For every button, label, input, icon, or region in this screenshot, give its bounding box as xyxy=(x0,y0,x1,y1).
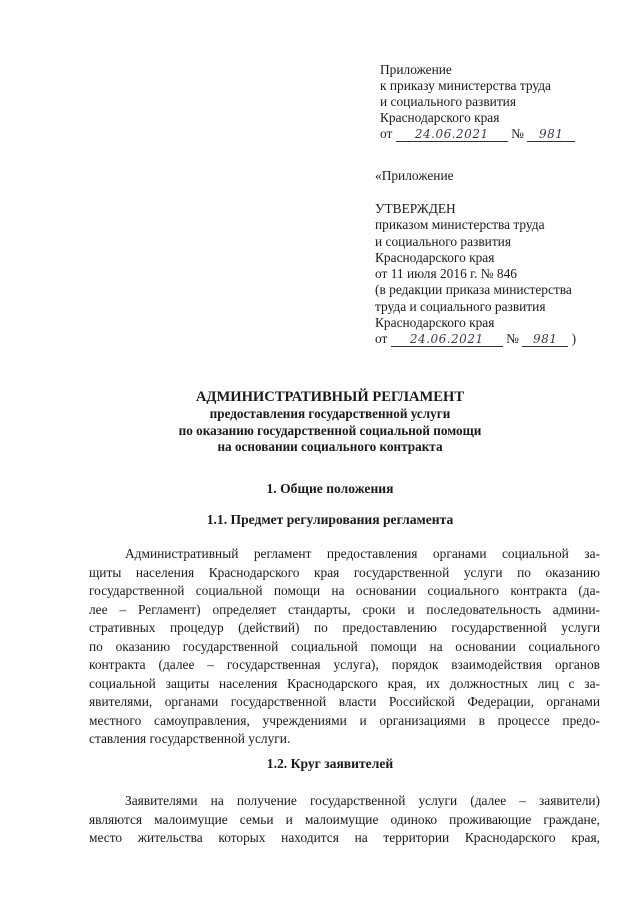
document-title xyxy=(60,388,600,456)
appendix-line: и социального развития xyxy=(380,94,516,109)
section-heading-subject: 1.1. Предмет регулирования регламента xyxy=(206,512,454,527)
appendix-date-value: 24.06.2021 xyxy=(396,128,508,142)
paragraph-line: местного самоуправления, учреждениями и организациями в процессе предо- xyxy=(89,712,600,728)
paragraph-line: государственной социальной помощи на основании социального контракта (да- xyxy=(89,583,600,598)
approved-line: приказом министерства труда xyxy=(375,217,545,233)
title-sub: предоставления государственной услуги xyxy=(209,406,451,421)
appendix-line: к приказу министерства труда xyxy=(380,78,551,93)
approved-date-value: 24.06.2021 xyxy=(391,333,503,347)
paragraph-applicants xyxy=(89,792,600,848)
paragraph-line: стративных процедур (действий) по предоставлению государственной услуги xyxy=(89,620,600,635)
approved-stamp: УТВЕРЖДЕН xyxy=(375,201,456,216)
appendix-number-prefix: № xyxy=(511,126,524,141)
appendix-line: Приложение xyxy=(380,62,452,77)
approved-date-prefix: от xyxy=(375,331,388,347)
appendix-line: Краснодарского края xyxy=(380,110,500,125)
paragraph-line: являются малоимущие семьи и малоимущие одиноко проживающие граждане, xyxy=(89,811,600,827)
appendix-block xyxy=(380,62,575,142)
paragraph-line: лее – Регламент) определяет стандарты, сроки и последовательность админи- xyxy=(89,601,600,617)
paragraph-line: место жительства которых находится на территории Краснодарского края, xyxy=(89,830,600,845)
paragraph-subject xyxy=(89,545,600,749)
approved-line: Краснодарского края xyxy=(375,315,495,331)
paragraph-line: по оказанию государственной социальной помощи на основании социального xyxy=(89,638,600,654)
appendix-date-prefix: от xyxy=(380,126,393,141)
approved-line: труда и социального развития xyxy=(375,298,546,314)
appendix-number-value: 981 xyxy=(527,128,575,142)
approved-line: Краснодарского края xyxy=(375,249,495,265)
paragraph-line: Административный регламент предоставления органами социальной за- xyxy=(125,546,600,561)
paragraph-line: ставления государственной услуги. xyxy=(89,731,291,746)
paragraph-line: щиты населения Краснодарского края государственной услуги по оказанию xyxy=(89,564,600,580)
paragraph-line: социальной защиты населения Краснодарского края, их должностных лиц с за- xyxy=(89,675,600,691)
paragraph-line: Заявителями на получение государственной услуги (далее – заявители) xyxy=(125,793,600,808)
title-sub: на основании социального контракта xyxy=(217,439,443,454)
section-heading-general: 1. Общие положения xyxy=(266,481,394,496)
paragraph-line: явителями, органами государственной власти Российской Федерации, органами xyxy=(89,694,600,709)
approved-line: и социального развития xyxy=(375,233,511,249)
approved-line: (в редакции приказа министерства xyxy=(375,282,572,298)
approved-intro xyxy=(375,168,454,184)
title-sub: по оказанию государственной социальной помощи xyxy=(178,422,482,438)
approved-closing: ) xyxy=(571,331,577,347)
approved-number-value: 981 xyxy=(522,333,568,347)
approved-number-prefix: № xyxy=(506,331,519,347)
approved-intro-text: «Приложение xyxy=(375,168,454,183)
approved-date-line xyxy=(375,331,576,347)
approved-line: от 11 июля 2016 г. № 846 xyxy=(375,266,517,282)
section-heading-applicants: 1.2. Круг заявителей xyxy=(266,756,394,771)
appendix-date-line xyxy=(380,126,575,142)
title-main: АДМИНИСТРАТИВНЫЙ РЕГЛАМЕНТ xyxy=(195,389,465,405)
paragraph-line: контракта (далее – государственная услуга), порядок взаимодействия органов xyxy=(89,657,600,672)
approved-block xyxy=(375,201,576,348)
